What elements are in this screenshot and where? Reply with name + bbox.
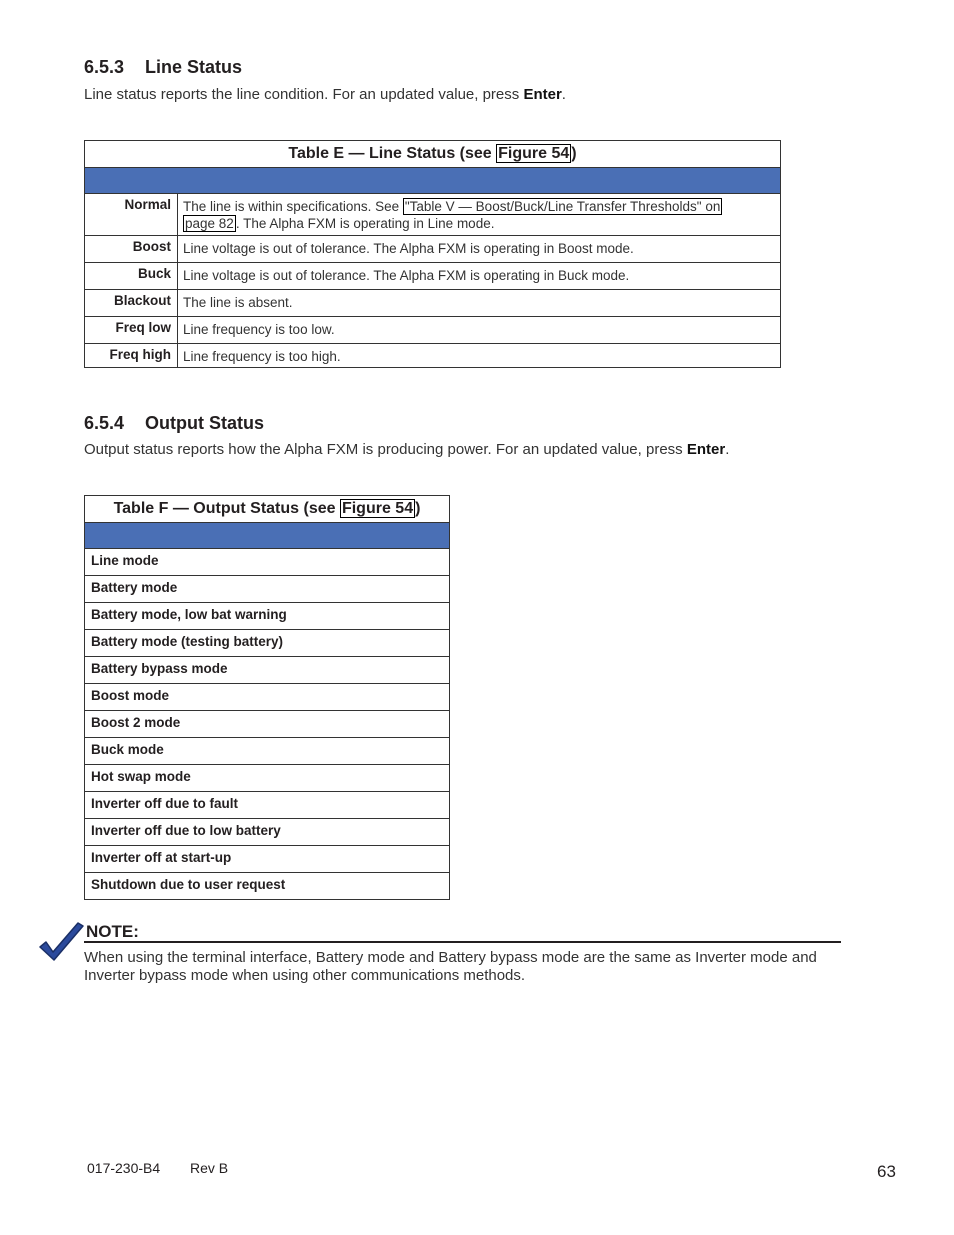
output-status-name: Battery mode <box>85 576 450 603</box>
revision-label: Rev B <box>190 1160 229 1176</box>
output-status-name: Battery mode, low bat warning <box>85 603 450 630</box>
status-description: The line is within specifications. See "Table V — Boost/Buck/Line Transfer Thresholds" on page 82 . The Alpha FXM is operating in Line mode. <box>178 194 781 236</box>
table-row <box>85 549 450 576</box>
status-description: Line voltage is out of tolerance. The Alpha FXM is operating in Boost mode. <box>178 236 781 263</box>
output-status-name: Line mode <box>85 549 450 576</box>
section-title: Output Status <box>145 413 264 433</box>
section-number: 6.5.3 <box>84 57 125 77</box>
status-name: Buck <box>85 263 178 290</box>
figure-54-link[interactable]: Figure 54 <box>341 500 414 517</box>
output-status-name: Boost 2 mode <box>85 711 450 738</box>
checkmark-icon <box>38 920 84 964</box>
status-name: Freq low <box>85 317 178 344</box>
table-row <box>85 263 781 290</box>
table-row <box>85 792 450 819</box>
status-description: Line frequency is too low. <box>178 317 781 344</box>
note-text: When using the terminal interface, Battery mode and Battery bypass mode are the same as Inverter mode and Inverter bypass mode when using other communications methods. <box>84 949 817 984</box>
section-intro-line-status: Line status reports the line condition. For an updated value, press Enter. <box>84 86 566 103</box>
output-status-name: Shutdown due to user request <box>85 873 450 900</box>
output-status-name: Battery mode (testing battery) <box>85 630 450 657</box>
status-name: Boost <box>85 236 178 263</box>
table-row <box>85 576 450 603</box>
section-heading-output-status <box>84 413 264 434</box>
table-line-status <box>84 140 781 368</box>
table-caption: Table F — Output Status (see Figure 54 ) <box>85 496 450 523</box>
section-title: Line Status <box>145 57 243 77</box>
section-heading-line-status <box>84 57 242 78</box>
figure-54-link[interactable]: Figure 54 <box>498 145 570 162</box>
output-status-name: Buck mode <box>85 738 450 765</box>
table-row <box>85 657 450 684</box>
table-row <box>85 819 450 846</box>
table-row <box>85 711 450 738</box>
note-divider <box>84 941 841 943</box>
table-v-link[interactable]: "Table V — Boost/Buck/Line Transfer Thresholds" on <box>404 199 721 214</box>
table-header-bar <box>85 523 450 549</box>
output-status-name: Boost mode <box>85 684 450 711</box>
table-row <box>85 765 450 792</box>
status-name: Freq high <box>85 344 178 368</box>
table-row <box>85 290 781 317</box>
status-name: Normal <box>85 194 178 236</box>
output-status-name: Inverter off due to low battery <box>85 819 450 846</box>
table-caption: Table E — Line Status (see Figure 54 ) <box>85 141 781 168</box>
output-status-name: Inverter off at start-up <box>85 846 450 873</box>
page-82-link[interactable]: page 82 <box>185 216 234 231</box>
output-status-name: Inverter off due to fault <box>85 792 450 819</box>
table-row <box>85 846 450 873</box>
table-output-status <box>84 495 450 900</box>
table-row <box>85 603 450 630</box>
table-row <box>85 236 781 263</box>
section-number: 6.5.4 <box>84 413 125 433</box>
table-row <box>85 684 450 711</box>
table-header-bar <box>85 168 781 194</box>
table-row <box>85 317 781 344</box>
status-description: Line voltage is out of tolerance. The Alpha FXM is operating in Buck mode. <box>178 263 781 290</box>
table-row <box>85 194 781 236</box>
note-title: NOTE: <box>86 922 139 941</box>
page-number: 63 <box>877 1162 896 1181</box>
status-description: The line is absent. <box>178 290 781 317</box>
status-name: Blackout <box>85 290 178 317</box>
table-row <box>85 738 450 765</box>
output-status-name: Hot swap mode <box>85 765 450 792</box>
table-row <box>85 630 450 657</box>
section-intro-output-status: Output status reports how the Alpha FXM is producing power. For an updated value, press Enter. <box>84 441 730 458</box>
table-row <box>85 344 781 368</box>
status-description: Line frequency is too high. <box>178 344 781 368</box>
table-row <box>85 873 450 900</box>
document-number: 017-230-B4 <box>87 1160 161 1176</box>
output-status-name: Battery bypass mode <box>85 657 450 684</box>
